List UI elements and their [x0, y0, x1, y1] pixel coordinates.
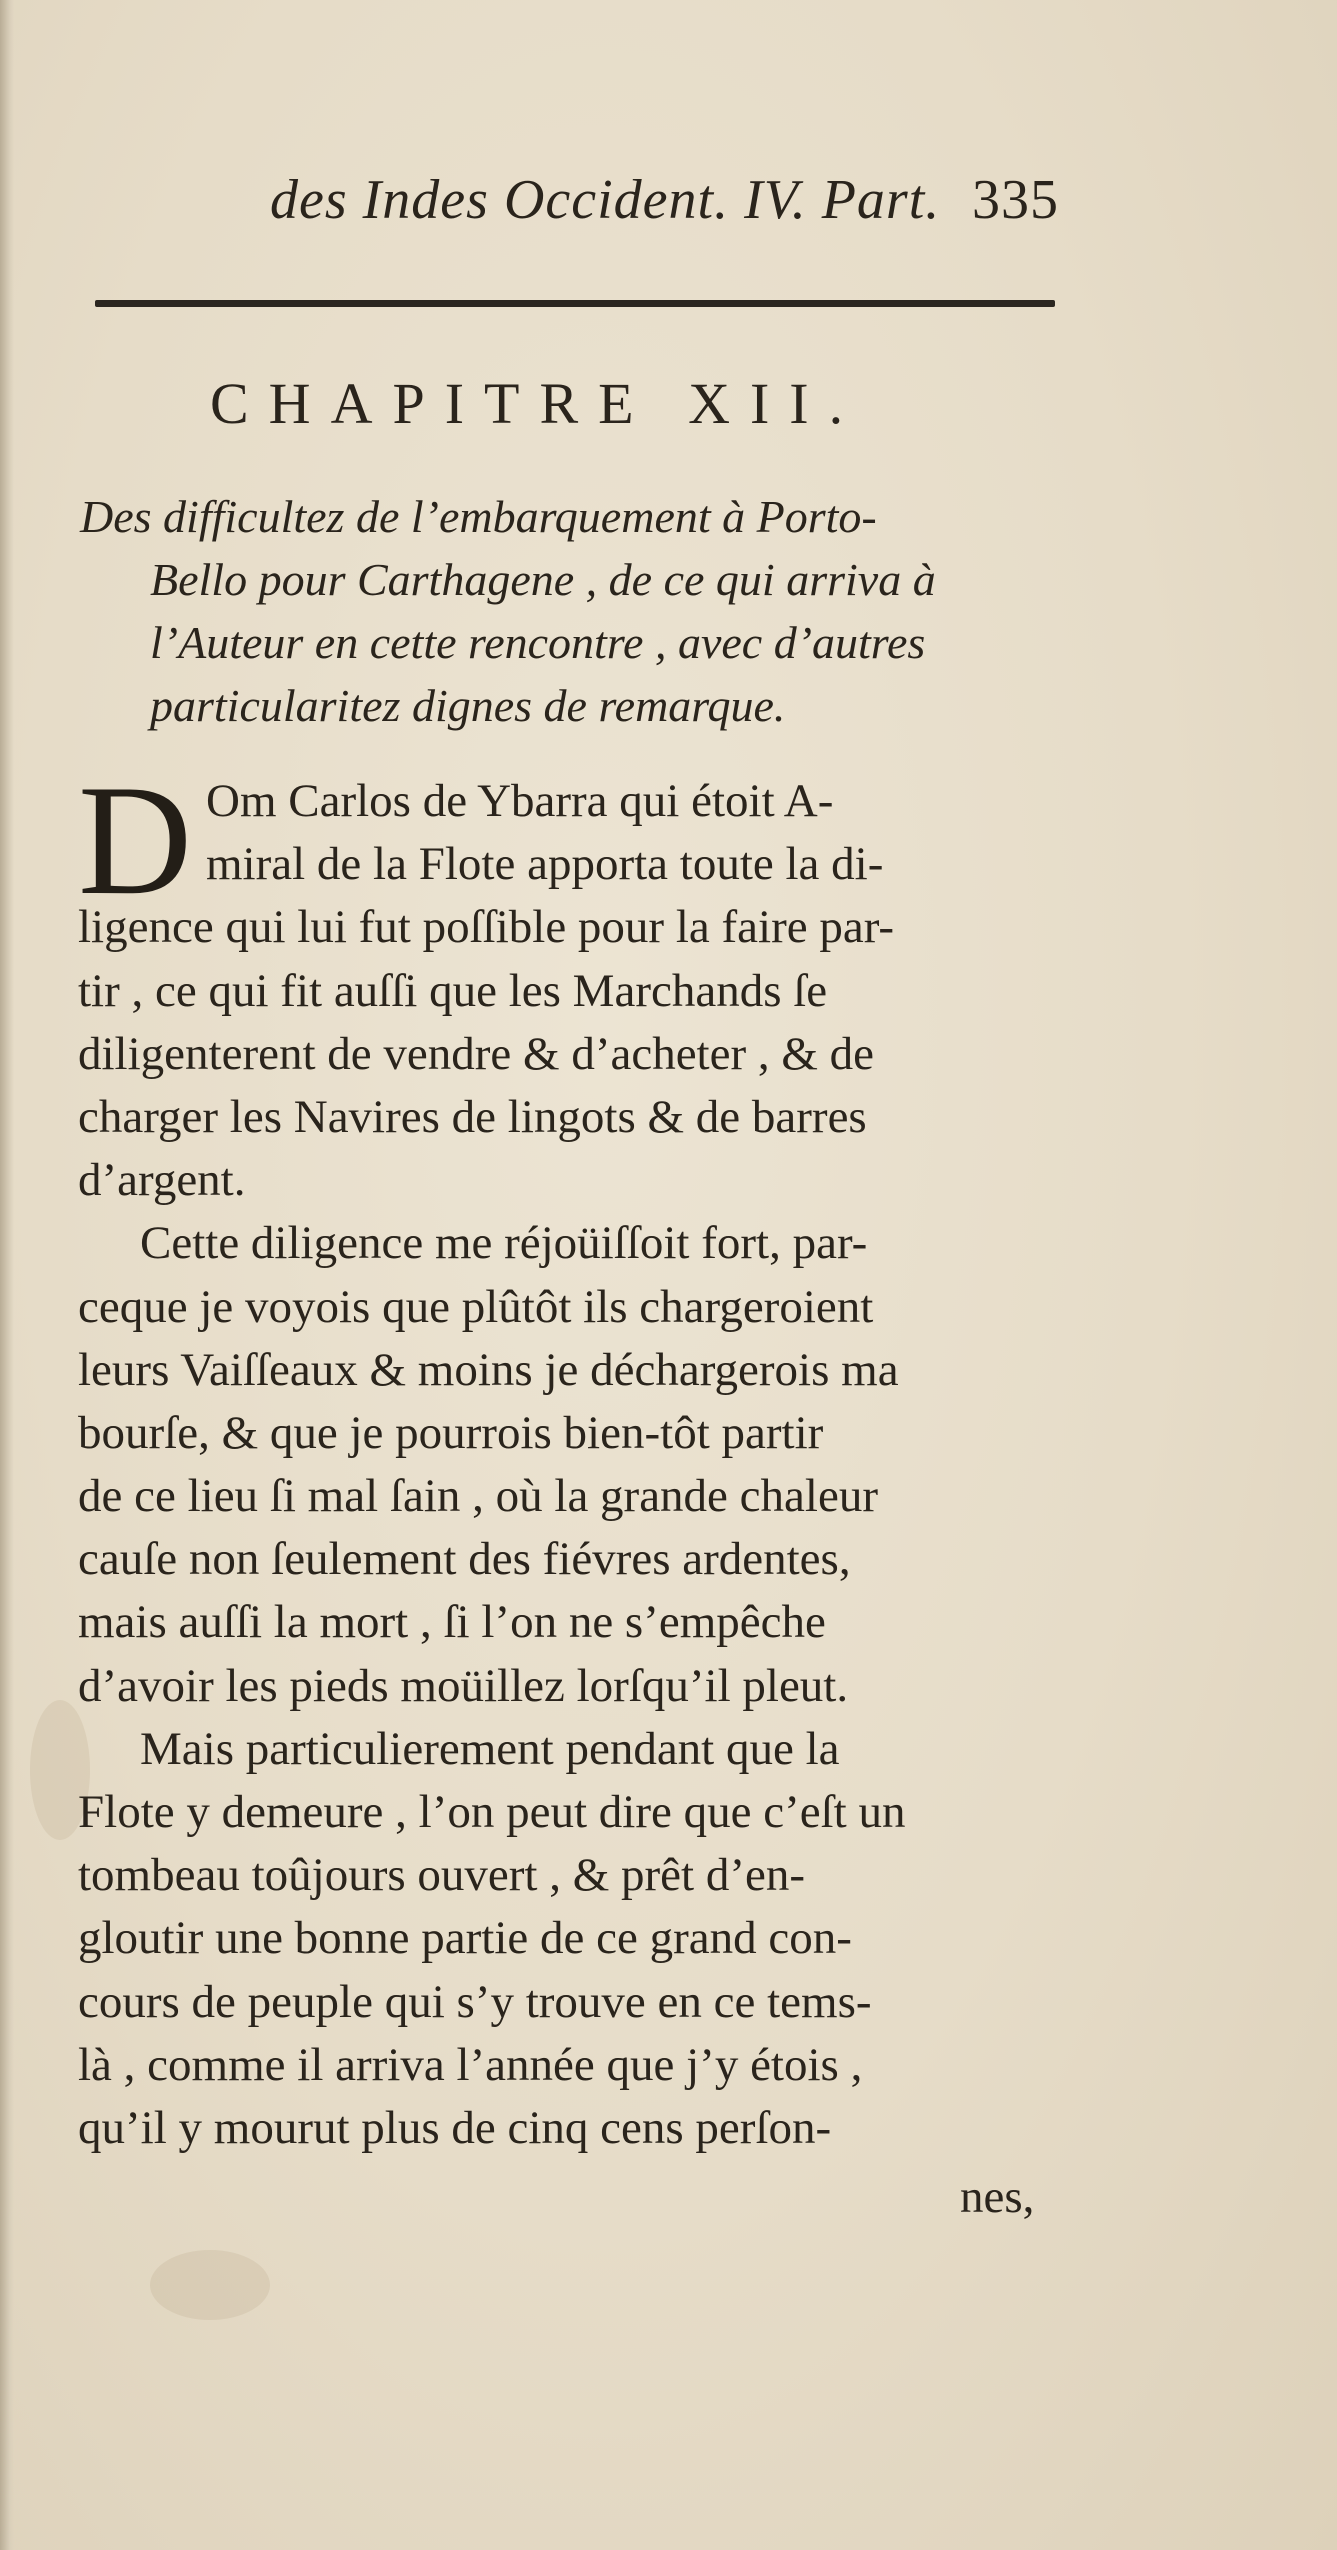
summary-line: Bello pour Carthagene , de ce qui arriva à: [150, 554, 936, 605]
summary-line: particularitez dignes de remarque.: [150, 680, 786, 731]
text-line: Om Carlos de Ybarra qui étoit A-: [206, 775, 834, 827]
text-line: diligenterent de vendre & d’acheter , & de: [78, 1027, 875, 1080]
drop-cap: D: [78, 753, 193, 928]
body-text: [78, 753, 1078, 2160]
text-line: d’argent.: [78, 1154, 246, 1207]
text-line: là , comme il arriva l’année que j’y étois ,: [78, 2038, 863, 2091]
text-line: charger les Navires de lingots & de barres: [78, 1090, 867, 1143]
text-line: Cette diligence me réjoüiſſoit fort, par-: [140, 1217, 868, 1270]
text-line: bourſe, & que je pourrois bien-tôt partir: [78, 1406, 824, 1459]
summary-line: l’Auteur en cette rencontre , avec d’autres: [150, 617, 926, 668]
text-line: tombeau toûjours ouvert , & prêt d’en-: [78, 1849, 806, 1902]
text-line: Flote y demeure , l’on peut dire que c’eſt un: [78, 1786, 906, 1838]
text-line: cauſe non ſeulement des fiévres ardentes,: [78, 1533, 851, 1586]
summary-line: Des difficultez de l’embarquement à Porto-: [80, 491, 877, 542]
page-number: 335: [972, 169, 1059, 231]
text-line: gloutir une bonne partie de ce grand con-: [78, 1912, 852, 1965]
text-line: miral de la Flote apporta toute la di-: [206, 838, 884, 891]
text-line: Mais particulierement pendant que la: [140, 1722, 840, 1775]
chapter-summary: [80, 485, 1070, 737]
text-line: ceque je voyois que plûtôt ils chargeroient: [78, 1280, 874, 1333]
running-head: [270, 168, 1070, 238]
text-line: de ce lieu ſi mal ſain , où la grande chaleur: [78, 1470, 878, 1523]
text-line: mais auſſi la mort , ſi l’on ne s’empêche: [78, 1596, 826, 1649]
chapter-title: CHAPITRE XII.: [210, 371, 864, 436]
header-rule: [95, 300, 1055, 307]
text-line: leurs Vaiſſeaux & moins je déchargerois ma: [78, 1343, 899, 1396]
text-line: ligence qui lui fut poſſible pour la faire par-: [78, 901, 895, 954]
text-line: d’avoir les pieds moüillez lorſqu’il pleut.: [78, 1659, 849, 1712]
running-head-title: des Indes Occident. IV. Part.: [270, 169, 941, 231]
text-line: qu’il y mourut plus de cinq cens perſon-: [78, 2101, 832, 2154]
text-line: tir , ce qui fit auſſi que les Marchands ſe: [78, 964, 828, 1017]
text-line: cours de peuple qui s’y trouve en ce tems-: [78, 1975, 872, 2028]
catchword: nes,: [960, 2171, 1035, 2223]
